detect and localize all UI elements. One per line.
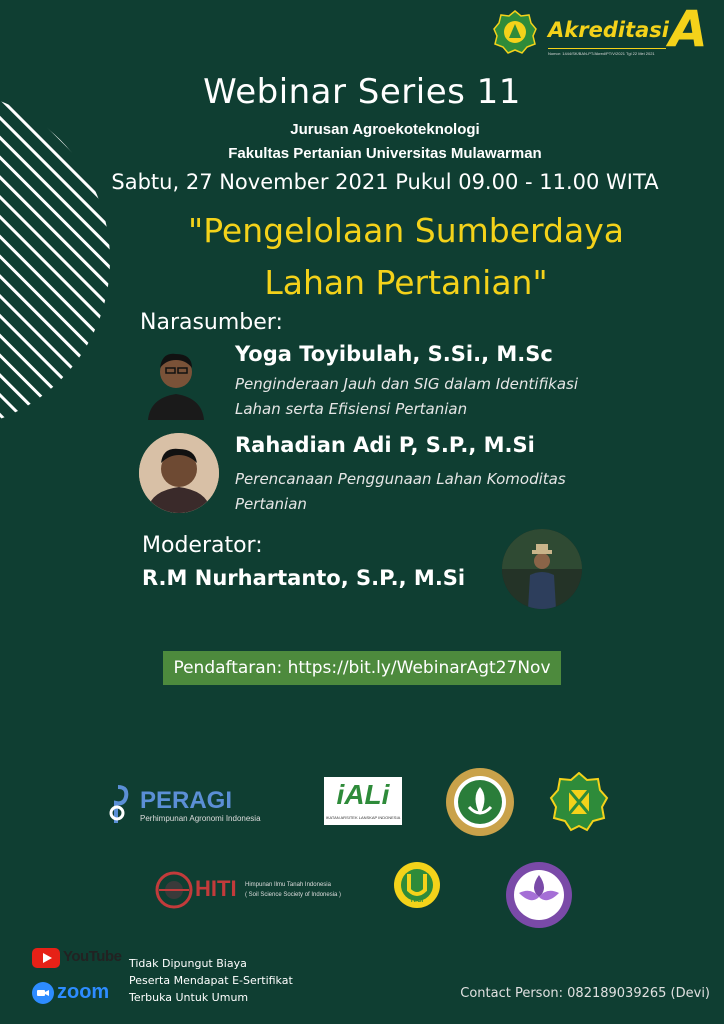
department-name: Jurusan Agroekoteknologi — [290, 121, 480, 138]
accreditation-grade: A — [669, 0, 708, 58]
registration-banner[interactable] — [163, 651, 561, 685]
peragi-subtext: Perhimpunan Agronomi Indonesia — [140, 814, 261, 823]
pai-logo — [505, 861, 573, 929]
registration-link[interactable]: Pendaftaran: https://bit.ly/WebinarAgt27Nov — [173, 658, 551, 678]
speaker-1-photo — [142, 344, 210, 420]
iali-logo — [324, 777, 402, 825]
speaker-2-desc-line-2: Pertanian — [235, 495, 307, 513]
speakers-label: Narasumber: — [140, 310, 283, 335]
peragi-logo — [108, 783, 278, 827]
moderator-label: Moderator: — [142, 533, 263, 558]
speaker-1-description — [235, 372, 578, 422]
speaker-1-desc-line-1: Penginderaan Jauh dan SIG dalam Identifikasi — [235, 375, 579, 393]
topic-line-1: "Pengelolaan Sumberdaya — [188, 211, 624, 250]
faculty-name: Fakultas Pertanian Universitas Mulawarman — [228, 145, 542, 162]
event-info — [129, 955, 293, 1006]
zoom-logo — [32, 982, 118, 1006]
event-topic — [0, 205, 724, 309]
perhorti-logo — [445, 767, 515, 837]
accreditation-note: Nomor: 1444/SK/BAN-PT/Akred/PT/V/2021 Tgl 22 Mei 2021 — [548, 51, 655, 56]
topic-line-2: Lahan Pertanian" — [264, 263, 548, 302]
speaker-1-desc-line-2: Lahan serta Efisiensi Pertanian — [235, 400, 468, 418]
speaker-2-name: Rahadian Adi P, S.P., M.Si — [235, 433, 535, 457]
info-public: Terbuka Untuk Umum — [129, 991, 249, 1004]
higi-logo — [388, 860, 446, 924]
accreditation-badge — [546, 0, 712, 62]
university-logo — [493, 10, 537, 54]
hiti-subtext-1: Himpunan Ilmu Tanah Indonesia — [245, 882, 331, 888]
youtube-logo — [32, 947, 122, 969]
info-free: Tidak Dipungut Biaya — [129, 957, 247, 970]
event-date: Sabtu, 27 November 2021 Pukul 09.00 - 11.00 WITA — [111, 170, 659, 194]
university-crest-logo — [549, 772, 609, 832]
contact-person: Contact Person: 082189039265 (Devi) — [460, 986, 710, 1001]
pai-text: PAI — [534, 911, 544, 917]
speaker-1-name: Yoga Toyibulah, S.Si., M.Sc — [235, 342, 553, 366]
zoom-text: zoom — [57, 981, 110, 1003]
hiti-text: HITI — [195, 876, 237, 901]
info-certificate: Peserta Mendapat E-Sertifikat — [129, 974, 293, 987]
speaker-2-photo — [139, 433, 219, 513]
iali-subtext: IKATAN ARSITEK LANSKAP INDONESIA — [325, 815, 401, 820]
moderator-name: R.M Nurhartanto, S.P., M.Si — [142, 566, 466, 590]
hiti-subtext-2: ( Soil Science Society of Indonesia ) — [245, 892, 342, 898]
moderator-photo — [502, 529, 582, 609]
peragi-text: PERAGI — [140, 787, 233, 814]
speaker-2-description — [235, 467, 566, 517]
accreditation-label: Akreditasi — [548, 18, 669, 42]
youtube-text: YouTube — [63, 948, 122, 965]
hiti-logo — [155, 871, 365, 911]
higi-text: HIGI — [410, 898, 424, 904]
iali-text: iALi — [336, 779, 390, 810]
webinar-title: Webinar Series 11 — [203, 72, 521, 112]
department-block — [0, 118, 724, 166]
speaker-2-desc-line-1: Perencanaan Penggunaan Lahan Komoditas — [235, 470, 566, 488]
